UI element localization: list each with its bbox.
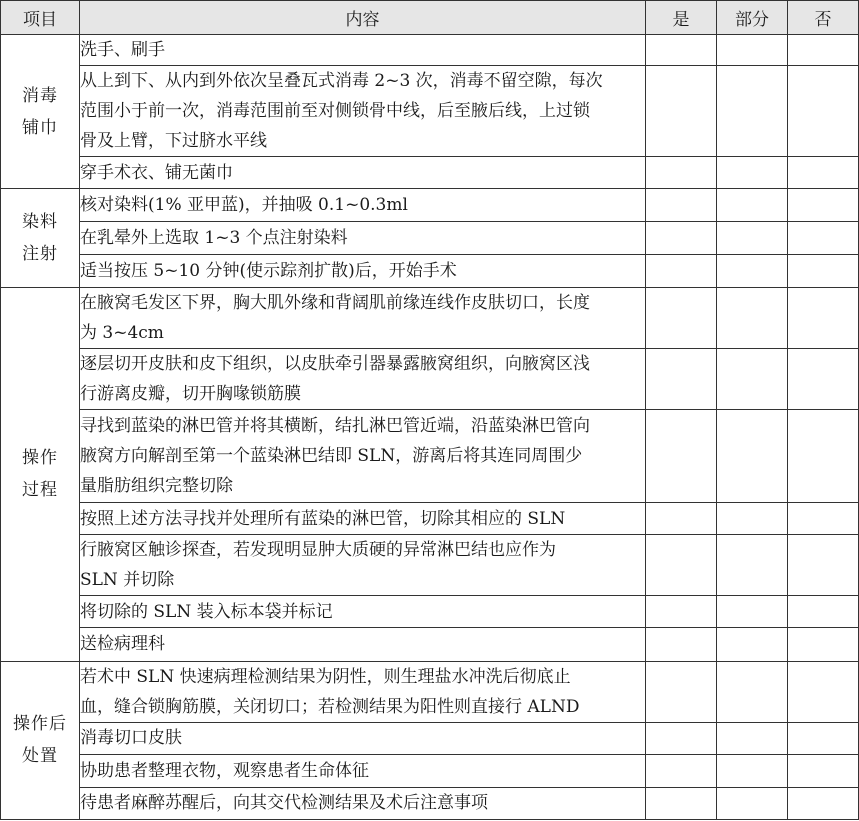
section-label-post-operation: 操作后 处置	[1, 661, 80, 820]
no-checkbox-cell[interactable]	[788, 628, 859, 661]
yes-checkbox-cell[interactable]	[646, 409, 717, 502]
no-checkbox-cell[interactable]	[788, 254, 859, 287]
step-content: 在乳晕外上选取 1~3 个点注射染料	[80, 222, 646, 254]
step-content: 消毒切口皮肤	[80, 722, 646, 754]
partial-checkbox-cell[interactable]	[717, 157, 788, 189]
partial-checkbox-cell[interactable]	[717, 535, 788, 596]
section-label-dye-injection: 染料 注射	[1, 189, 80, 287]
yes-checkbox-cell[interactable]	[646, 503, 717, 535]
partial-checkbox-cell[interactable]	[717, 628, 788, 661]
table-row	[1, 409, 859, 502]
no-checkbox-cell[interactable]	[788, 661, 859, 722]
step-content: 将切除的 SLN 装入标本袋并标记	[80, 596, 646, 628]
step-content: 洗手、刷手	[80, 35, 646, 66]
yes-checkbox-cell[interactable]	[646, 66, 717, 157]
table-row	[1, 787, 859, 819]
no-checkbox-cell[interactable]	[788, 754, 859, 787]
yes-checkbox-cell[interactable]	[646, 189, 717, 222]
yes-checkbox-cell[interactable]	[646, 754, 717, 787]
partial-checkbox-cell[interactable]	[717, 754, 788, 787]
yes-checkbox-cell[interactable]	[646, 722, 717, 754]
table-row	[1, 189, 859, 222]
table-row	[1, 254, 859, 287]
step-content: 行腋窝区触诊探查，若发现明显肿大质硬的异常淋巴结也应作为 SLN 并切除	[80, 535, 646, 596]
header-partial: 部分	[717, 1, 788, 35]
table-row	[1, 66, 859, 157]
no-checkbox-cell[interactable]	[788, 535, 859, 596]
table-row	[1, 596, 859, 628]
partial-checkbox-cell[interactable]	[717, 66, 788, 157]
table-row	[1, 535, 859, 596]
yes-checkbox-cell[interactable]	[646, 254, 717, 287]
yes-checkbox-cell[interactable]	[646, 596, 717, 628]
partial-checkbox-cell[interactable]	[717, 287, 788, 348]
header-row	[1, 1, 859, 35]
partial-checkbox-cell[interactable]	[717, 348, 788, 409]
step-content: 逐层切开皮肤和皮下组织，以皮肤牵引器暴露腋窝组织，向腋窝区浅 行游离皮瓣，切开胸喙锁筋膜	[80, 348, 646, 409]
partial-checkbox-cell[interactable]	[717, 787, 788, 819]
table-row	[1, 754, 859, 787]
table-row	[1, 348, 859, 409]
no-checkbox-cell[interactable]	[788, 787, 859, 819]
yes-checkbox-cell[interactable]	[646, 157, 717, 189]
yes-checkbox-cell[interactable]	[646, 287, 717, 348]
step-content: 适当按压 5~10 分钟(使示踪剂扩散)后，开始手术	[80, 254, 646, 287]
yes-checkbox-cell[interactable]	[646, 661, 717, 722]
step-content: 待患者麻醉苏醒后，向其交代检测结果及术后注意事项	[80, 787, 646, 819]
yes-checkbox-cell[interactable]	[646, 35, 717, 66]
partial-checkbox-cell[interactable]	[717, 35, 788, 66]
yes-checkbox-cell[interactable]	[646, 222, 717, 254]
table-row	[1, 722, 859, 754]
table-row	[1, 503, 859, 535]
header-no: 否	[788, 1, 859, 35]
step-content: 寻找到蓝染的淋巴管并将其横断，结扎淋巴管近端，沿蓝染淋巴管向 腋窝方向解剖至第一个蓝染淋巴结即 SLN，游离后将其连同周围少 量脂肪组织完整切除	[80, 409, 646, 502]
no-checkbox-cell[interactable]	[788, 503, 859, 535]
section-label-disinfection: 消毒 铺巾	[1, 35, 80, 189]
step-content: 核对染料(1% 亚甲蓝)，并抽吸 0.1~0.3ml	[80, 189, 646, 222]
partial-checkbox-cell[interactable]	[717, 596, 788, 628]
step-content: 协助患者整理衣物，观察患者生命体征	[80, 754, 646, 787]
step-content: 按照上述方法寻找并处理所有蓝染的淋巴管，切除其相应的 SLN	[80, 503, 646, 535]
partial-checkbox-cell[interactable]	[717, 722, 788, 754]
no-checkbox-cell[interactable]	[788, 287, 859, 348]
step-content: 在腋窝毛发区下界，胸大肌外缘和背阔肌前缘连线作皮肤切口，长度 为 3~4cm	[80, 287, 646, 348]
no-checkbox-cell[interactable]	[788, 35, 859, 66]
no-checkbox-cell[interactable]	[788, 348, 859, 409]
no-checkbox-cell[interactable]	[788, 157, 859, 189]
step-content: 穿手术衣、铺无菌巾	[80, 157, 646, 189]
partial-checkbox-cell[interactable]	[717, 503, 788, 535]
step-content: 送检病理科	[80, 628, 646, 661]
yes-checkbox-cell[interactable]	[646, 535, 717, 596]
table-row	[1, 35, 859, 66]
partial-checkbox-cell[interactable]	[717, 189, 788, 222]
yes-checkbox-cell[interactable]	[646, 628, 717, 661]
no-checkbox-cell[interactable]	[788, 596, 859, 628]
no-checkbox-cell[interactable]	[788, 189, 859, 222]
section-label-procedure: 操作 过程	[1, 287, 80, 661]
no-checkbox-cell[interactable]	[788, 66, 859, 157]
step-content: 若术中 SLN 快速病理检测结果为阴性，则生理盐水冲洗后彻底止 血，缝合锁胸筋膜，关闭切口；若检测结果为阳性则直接行 ALND	[80, 661, 646, 722]
yes-checkbox-cell[interactable]	[646, 787, 717, 819]
partial-checkbox-cell[interactable]	[717, 661, 788, 722]
header-yes: 是	[646, 1, 717, 35]
partial-checkbox-cell[interactable]	[717, 254, 788, 287]
table-row	[1, 287, 859, 348]
header-content: 内容	[80, 1, 646, 35]
table-row	[1, 628, 859, 661]
table-row	[1, 222, 859, 254]
table-row	[1, 661, 859, 722]
partial-checkbox-cell[interactable]	[717, 409, 788, 502]
table-row	[1, 157, 859, 189]
header-item: 项目	[1, 1, 80, 35]
no-checkbox-cell[interactable]	[788, 222, 859, 254]
partial-checkbox-cell[interactable]	[717, 222, 788, 254]
yes-checkbox-cell[interactable]	[646, 348, 717, 409]
no-checkbox-cell[interactable]	[788, 409, 859, 502]
no-checkbox-cell[interactable]	[788, 722, 859, 754]
step-content: 从上到下、从内到外依次呈叠瓦式消毒 2~3 次，消毒不留空隙，每次 范围小于前一次，消毒范围前至对侧锁骨中线，后至腋后线，上过锁 骨及上臂，下过脐水平线	[80, 66, 646, 157]
